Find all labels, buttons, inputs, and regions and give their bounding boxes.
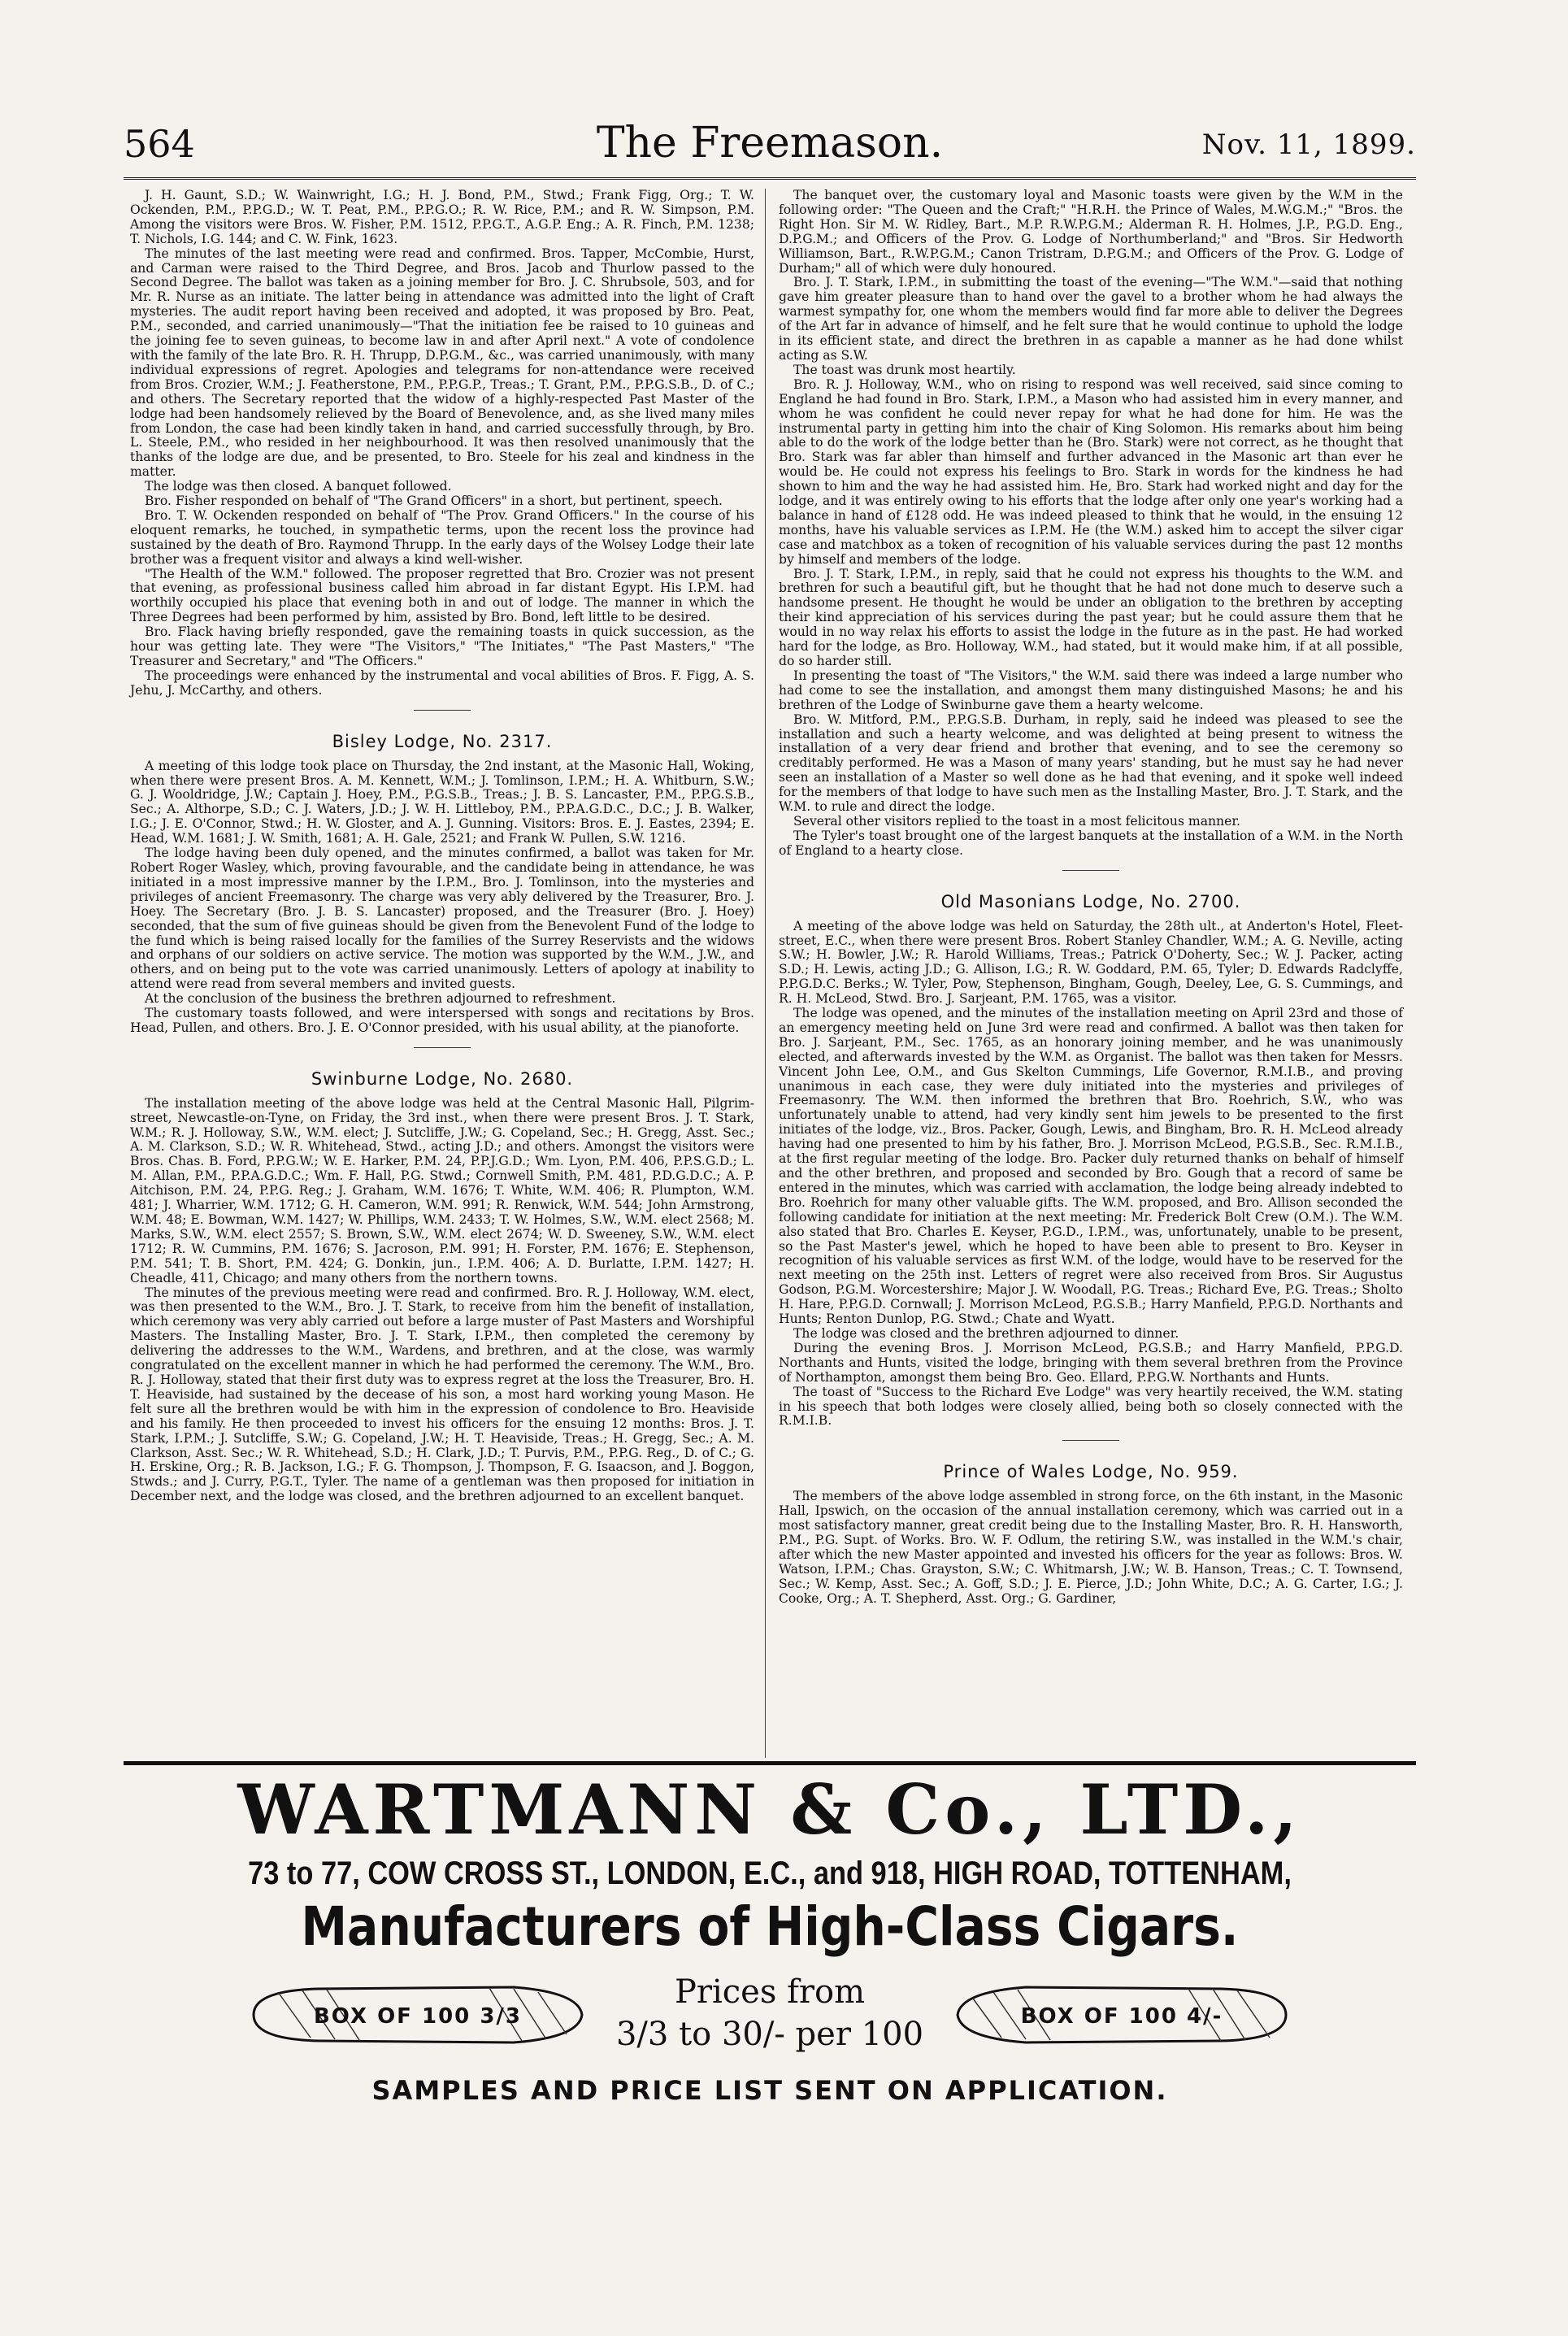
column-divider	[765, 189, 766, 1758]
advert-rule	[124, 1761, 1416, 1765]
paragraph: A meeting of the above lodge was held on Saturday, the 28th ult., at Anderton's Hotel, Fleet-street, E.C., when there were present Bros. Robert Stanley Chandler, W.M.; A. G. Neville, acting S.W.; H. Bowler, J.W.; R. Harold Williams, Treas.; Patrick O'Doherty, Sec.; W. J. Packer, acting S.D.; H. Lewis, acting J.D.; G. Allison, I.G.; R. W. Goddard, P.M. 65, Tyler; D. Edwards Radclyffe, P.P.G.D.C. Berks.; W. Tyler, Pow, Stephenson, Bingham, Gough, Deeley, Lee, G. S. Cummings, and R. H. McLeod, Stwd. Bro. J. Sarjeant, P.M. 1765, was a visitor.	[779, 918, 1403, 1007]
article-heading-bisley: Bisley Lodge, No. 2317.	[332, 731, 553, 751]
page-header	[124, 119, 1416, 179]
paragraph: The lodge was opened, and the minutes of the installation meeting on April 23rd and those of an emergency meeting held on June 3rd were read and confirmed. A ballot was then taken for Bro. J. Sarjeant, P.M., Sec. 1765, as an honorary joining member, and he was unanimously elected, and afterwards invested by the W.M. as Organist. The ballot was then taken for Messrs. Vincent John Lee, O.M., and Gus Skelton Cummings, Life Governor, R.M.I.B., and proving unanimous in each case, they were duly initiated into the mysteries and privileges of Freemasonry. The W.M. then informed the brethren that Bro. Roehrich, S.W., who was unfortunately unable to attend, had very kindly sent him jewels to be presented to the first initiates of the lodge, viz., Bros. Packer, Gough, Lewis, and Bingham, Bro. R. H. McLeod already having had one presented to him by his father, Bro. J. Morrison McLeod, P.G.S.B., Sec. R.M.I.B., at the first regular meeting of the lodge. Bro. Packer duly returned thanks on behalf of himself and the other brethren, and proposed and seconded by Bro. Gough that a record of same be entered in the minutes, which was carried with acclamation, the lodge being already indebted to Bro. Roehrich for many other valuable gifts. The W.M. proposed, and Bro. Allison seconded the following candidate for initiation at the next meeting: Mr. Frederick Bolt Crew (O.M.). The W.M. also stated that Bro. Charles E. Keyser, P.G.D., I.P.M., was, unfortunately, unable to be present, so the Past Master's jewel, which he hoped to have been able to present to Bro. Keyser in recognition of his valuable services as first W.M. of the lodge, would have to be reserved for the next meeting on the 25th inst. Letters of regret were also received from Bros. Sir Augustus Godson, P.G.M. Worcestershire; Major J. W. Woodall, P.G. Treas.; Richard Eve, P.G. Treas.; Sholto H. Hare, P.P.G.D. Cornwall; J. Morrison McLeod, P.G.S.B.; Harry Manfield, P.P.G.D. Northants and Hunts; Renton Dunlop, P.G. Stwd.; Chate and Wyatt.	[779, 1006, 1403, 1327]
paragraph: The lodge having been duly opened, and the minutes confirmed, a ballot was taken for Mr. Robert Roger Wasley, which, proving favourable, and the candidate being in attendance, he was initiated in a most impressive manner by the I.P.M., Bro. J. Tomlinson, into the mysteries and privileges of ancient Freemasonry. The charge was very ably delivered by the Treasurer, Bro. J. Hoey. The Secretary (Bro. J. B. S. Lancaster) proposed, and the Treasurer (Bro. J. Hoey) seconded, that the sum of five guineas should be given from the Benevolent Fund of the lodge to the fund which is being raised locally for the families of the Surrey Reservists and the widows and orphans of our soldiers on active service. The motion was supported by the W.M., J.W., and others, and on being put to the vote was carried unanimously. Letters of apology at inability to attend were read from several members and invited guests.	[130, 846, 754, 992]
section-rule	[414, 1047, 471, 1048]
old-masonians-article	[779, 920, 1403, 1429]
section-rule	[1062, 870, 1119, 871]
header-rule	[124, 177, 1416, 180]
masthead-title: The Freemason.	[596, 119, 944, 167]
issue-date: Nov. 11, 1899.	[1201, 128, 1416, 161]
advert-company-name: WARTMANN & Co., LTD.,	[237, 1769, 1302, 1850]
paragraph: The minutes of the last meeting were read and confirmed. Bros. Tapper, McCombie, Hurst, and Carman were raised to the Third Degree, and Bros. Jacob and Thurlow passed to the Second Degree. The ballot was taken as a joining member for Bro. J. C. Shrubsole, 503, and for Mr. R. Nurse as an initiate. The latter being in attendance was admitted into the light of Craft mysteries. The audit report having been received and adopted, it was proposed by Bro. Peat, P.M., seconded, and carried unanimously—"That the initiation fee be raised to 10 guineas and the joining fee to seven guineas, to become law in and after April next." A vote of condolence with the family of the late Bro. R. H. Thrupp, D.P.G.M., &c., was carried unanimously, with many individual expressions of regret. Apologies and telegrams for non-attendance were received from Bros. Crozier, W.M.; J. Featherstone, P.M., P.P.G.P., Treas.; T. Grant, P.M., P.P.G.S.B., D. of C.; and others. The Secretary reported that the widow of a highly-respected Past Master of the lodge had been handsomely relieved by the Board of Benevolence, and, as she lived many miles from London, the case had been kindly taken in hand, and carried successfully through, by Bro. L. Steele, P.M., who resided in her neighbourhood. It was then resolved unanimously that the thanks of the lodge are due, and be presented, to Bro. Steele for his zeal and kindness in the matter.	[130, 246, 754, 480]
paragraph: The toast of "Success to the Richard Eve Lodge" was very heartily received, the W.M. stating in his speech that both lodges were closely allied, being both so closely connected with the R.M.I.B.	[779, 1384, 1403, 1429]
prices-range: 3/3 to 30/- per 100	[615, 2016, 924, 2053]
advert-samples-note: SAMPLES AND PRICE LIST SENT ON APPLICATION.	[371, 2075, 1168, 2106]
paragraph: Bro. J. T. Stark, I.P.M., in reply, said that he could not express his thoughts to the W.M. and brethren for such a beautiful gift, but he thought that he had not done much to deserve such a handsome present. He thought he would be under an obligation to the brethren by accepting their kind appreciation of his services during the past year; but he could assure them that he would in no way relax his efforts to assist the lodge in the future as in the past. He had worked hard for the lodge, as Bro. Holloway, W.M., had stated, but it would make him, if at all possible, do so harder still.	[779, 566, 1403, 668]
paragraph: The proceedings were enhanced by the instrumental and vocal abilities of Bros. F. Figg, A. S. Jehu, J. McCarthy, and others.	[130, 668, 754, 698]
paragraph: The members of the above lodge assembled in strong force, on the 6th instant, in the Masonic Hall, Ipswich, on the occasion of the annual installation ceremony, which was carried out in a most satisfactory manner, great credit being due to the Installing Master, Bro. R. H. Hansworth, P.M., P.G. Supt. of Works. Bro. W. F. Odlum, the retiring S.W., was installed in the W.M.'s chair, after which the new Master appointed and invested his officers for the year as follows: Bros. W. Watson, I.P.M.; Chas. Grayston, S.W.; C. Whitmarsh, J.W.; W. B. Hanson, Treas.; C. T. Townsend, Sec.; W. Kemp, Asst. Sec.; A. Goff, S.D.; J. E. Pierce, J.D.; John White, D.C.; A. G. Carter, I.G.; J. Cooke, Org.; A. T. Shepherd, Asst. Org.; G. Gardiner,	[779, 1489, 1403, 1606]
page-number: 564	[124, 122, 195, 166]
paragraph: The installation meeting of the above lodge was held at the Central Masonic Hall, Pilgrim-street, Newcastle-on-Tyne, on Friday, the 3rd inst., when there were present Bros. J. T. Stark, W.M.; R. J. Holloway, S.W., W.M. elect; J. Sutcliffe, J.W.; G. Copeland, Sec.; H. Gregg, Asst. Sec.; A. M. Clarkson, S.D.; W. R. Whitehead, Stwd., acting J.D.; and others. Amongst the visitors were Bros. Chas. B. Ford, P.P.G.W.; W. E. Harker, P.M. 24, P.P.J.G.D.; Wm. Lyon, P.M. 406, P.P.S.G.D.; L. M. Allan, P.M., P.P.A.G.D.C.; Wm. F. Hall, P.G. Stwd.; Cornwell Smith, P.M. 481, P.D.G.D.C.; A. P. Aitchison, P.M. 24, P.P.G. Reg.; J. Graham, W.M. 1676; T. White, W.M. 406; R. Plumpton, W.M. 481; J. Wharrier, W.M. 1712; G. H. Cameron, W.M. 991; R. Renwick, W.M. 544; John Armstrong, W.M. 48; E. Bowman, W.M. 1427; W. Phillips, W.M. 2433; T. W. Holmes, S.W., W.M. elect 2568; M. Marks, S.W., W.M. elect 2557; S. Brown, S.W., W.M. elect 2674; W. D. Sweeney, S.W., W.M. elect 1712; R. W. Cummins, P.M. 1676; S. Jacroson, P.M. 991; H. Forster, P.M. 1676; E. Stephenson, P.M. 541; T. B. Short, P.M. 424; G. Donkin, jun., I.P.M. 406; A. D. Burlatte, I.P.M. 1427; H. Cheadle, 411, Chicago; and many others from the northern towns.	[130, 1095, 754, 1285]
left-intro-article	[130, 189, 754, 698]
paragraph: At the conclusion of the business the brethren adjourned to refreshment.	[145, 991, 616, 1007]
paragraph: Bro. Flack having briefly responded, gave the remaining toasts in quick succession, as the hour was getting late. They were "The Visitors," "The Initiates," "The Past Masters," "The Treasurer and Secretary," and "The Officers."	[130, 624, 754, 668]
paragraph: The lodge was closed and the brethren adjourned to dinner.	[793, 1325, 1179, 1341]
paragraph: The banquet over, the customary loyal and Masonic toasts were given by the W.M in the following order: "The Queen and the Craft;" "H.R.H. the Prince of Wales, M.W.G.M.;" "Bros. the Right Hon. Sir M. W. Ridley, Bart., M.P. R.W.P.G.M.; Alderman R. H. Holmes, J.P., P.G.D. Eng., D.P.G.M.; and Officers of the Prov. G. Lodge of Northumberland;" and "Bros. Sir Hedworth Williamson, Bart., R.W.P.G.M.; Canon Tristram, D.P.G.M.; and Officers of the Prov. G. Lodge of Durham;" all of which were duly honoured.	[779, 188, 1403, 276]
section-rule	[1062, 1440, 1119, 1441]
advert-address: 73 to 77, COW CROSS ST., LONDON, E.C., and 918, HIGH ROAD, TOTTENHAM,	[248, 1855, 1292, 1891]
paragraph: Several other visitors replied to the toast in a most felicitous manner.	[793, 813, 1241, 829]
right-intro-article	[779, 189, 1403, 859]
cigar-left-band: BOX OF 100 3/3	[313, 2004, 523, 2029]
section-rule	[414, 710, 471, 711]
paragraph: The toast was drunk most heartily.	[793, 362, 1016, 377]
advert-price-row	[124, 1964, 1416, 2072]
paragraph: J. H. Gaunt, S.D.; W. Wainwright, I.G.; H. J. Bond, P.M., Stwd.; Frank Figg, Org.; T. W. Ockenden, P.M., P.P.G.D.; W. T. Peat, P.M., P.P.G.O.; R. W. Rice, P.M.; and R. W. Simpson, P.M. Among the visitors were Bros. W. Fisher, P.M. 1512, P.P.G.T., A.G.P. Eng.; A. R. Finch, P.M. 1238; T. Nichols, I.G. 144; and C. W. Fink, 1623.	[130, 188, 754, 246]
paragraph: "The Health of the W.M." followed. The proposer regretted that Bro. Crozier was not present that evening, as professional business called him abroad in far distant Egypt. His I.P.M. had worthily occupied his place that evening both in and out of lodge. The manner in which the Three Degrees had been performed by him, assisted by Bro. Bond, left little to be desired.	[130, 566, 754, 625]
article-heading-swinburne: Swinburne Lodge, No. 2680.	[311, 1068, 574, 1089]
paragraph: Bro. Fisher responded on behalf of "The Grand Officers" in a short, but pertinent, speech.	[145, 494, 723, 509]
advert-tagline: Manufacturers of High-Class Cigars.	[301, 1895, 1239, 1958]
article-heading-prince-of-wales: Prince of Wales Lodge, No. 959.	[943, 1462, 1239, 1482]
bisley-article	[130, 759, 754, 1036]
article-heading-old-masonians: Old Masonians Lodge, No. 2700.	[940, 891, 1241, 911]
swinburne-article	[130, 1097, 754, 1504]
paragraph: The customary toasts followed, and were interspersed with songs and recitations by Bros. Head, Pullen, and others. Bro. J. E. O'Connor presided, with his usual ability, at the pianoforte.	[130, 1006, 754, 1035]
paragraph: The lodge was then closed. A banquet followed.	[145, 479, 452, 494]
paragraph: A meeting of this lodge took place on Thursday, the 2nd instant, at the Masonic Hall, Woking, when there were present Bros. A. M. Kennett, W.M.; J. Tomlinson, I.P.M.; H. A. Whitburn, S.W.; G. J. Wooldridge, J.W.; Captain J. Hoey, P.M., P.G.S.B., Treas.; J. B. S. Lancaster, P.M., P.P.G.S.B., Sec.; A. Althorpe, S.D.; C. J. Waters, J.D.; J. W. H. Littleboy, P.M., P.P.A.G.D.C., D.C.; J. B. Walker, I.G.; J. E. O'Connor, Stwd.; H. W. Gloster, and A. J. Gunning. Visitors: Bros. E. J. Eastes, 2394; E. Head, W.M. 1681; J. W. Smith, 1681; A. H. Gale, 2521; and Frank W. Pullen, S.W. 1216.	[130, 758, 754, 846]
paragraph: Bro. J. T. Stark, I.P.M., in submitting the toast of the evening—"The W.M."—said that nothing gave him greater pleasure than to hand over the gavel to a brother whom he had always the warmest sympathy for, one whom the members would find far more able to deliver the Degrees of the Art far in advance of himself, and he felt sure that he would continue to uphold the lodge in its efficient state, and direct the brethren in as capable a manner as he had done whilst acting as S.W.	[779, 275, 1403, 363]
paragraph: Bro. T. W. Ockenden responded on behalf of "The Prov. Grand Officers." In the course of his eloquent remarks, he touched, in sympathetic terms, upon the recent loss the province had sustained by the death of Bro. Raymond Thrupp. In the early days of the Wolsey Lodge their late brother was a frequent visitor and always a kind well-wisher.	[130, 507, 754, 567]
cigar-right-icon	[953, 1976, 1294, 2054]
paragraph: The Tyler's toast brought one of the largest banquets at the installation of a W.M. in the North of England to a hearty close.	[779, 828, 1403, 858]
paragraph: Bro. W. Mitford, P.M., P.P.G.S.B. Durham, in reply, said he indeed was pleased to see the installation and such a hearty welcome, and was delighted at being present to witness the installation of a very dear friend and brother that evening, and to see the ceremony so creditably performed. He was a Mason of many years' standing, but he must say he had never seen an installation of a Master so well done as he had that evening, and it spoke well indeed for the members of that lodge to have such men as the Installing Master, Bro. J. T. Stark, and the W.M. to rule and direct the lodge.	[779, 711, 1403, 815]
right-column	[779, 189, 1403, 1606]
left-column	[130, 189, 754, 1504]
prices-from: Prices from	[674, 1973, 866, 2011]
paragraph: In presenting the toast of "The Visitors," the W.M. said there was indeed a large number who had come to see the installation, and amongst them many distinguished Masons; he and his brethren of the Lodge of Swinburne gave them a hearty welcome.	[779, 668, 1403, 712]
paragraph: During the evening Bros. J. Morrison McLeod, P.G.S.B.; and Harry Manfield, P.P.G.D. Northants and Hunts, visited the lodge, bringing with them several brethren from the Province of Northampton, amongst them being Bro. Geo. Ellard, P.P.G.W. Northants and Hunts.	[779, 1340, 1403, 1385]
prince-of-wales-article	[779, 1490, 1403, 1606]
paragraph: Bro. R. J. Holloway, W.M., who on rising to respond was well received, said since coming to England he had found in Bro. Stark, I.P.M., a Mason who had assisted him in every manner, and whom he was confident he could never repay for what he had done for him. He was the instrumental party in getting him into the chair of King Solomon. His remarks about him being able to do the work of the lodge better than he (Bro. Stark) were not correct, as he thought that Bro. Stark was far abler than himself and further advanced in the Masonic art than ever he would be. He could not express his feelings to Bro. Stark in words for the kindness he had shown to him and the way he had assisted him. He, Bro. Stark had worked night and day for the lodge, and it was entirely owing to his efforts that the lodge after only one year's working had a balance in hand of £128 odd. He was indeed pleased to think that he would, in the ensuing 12 months, have his valuable services as I.P.M. He (the W.M.) asked him to accept the silver cigar case and matchbox as a token of recognition of his valuable services during the past 12 months by himself and members of the lodge.	[779, 376, 1403, 567]
cigar-advertisement	[124, 1771, 1416, 2106]
paragraph: The minutes of the previous meeting were read and confirmed. Bro. R. J. Holloway, W.M. elect, was then presented to the W.M., Bro. J. T. Stark, to receive from him the benefit of installation, which ceremony was very ably carried out before a large muster of Past Masters and Worshipful Masters. The Installing Master, Bro. J. T. Stark, I.P.M., then completed the ceremony by delivering the addresses to the W.M., Wardens, and brethren, and at the close, was warmly congratulated on the excellent manner in which he had performed the ceremony. The W.M., Bro. R. J. Holloway, stated that their first duty was to express regret at the loss the Treasurer, Bro. H. T. Heaviside, had sustained by the decease of his son, a most hard working young Mason. He felt sure all the brethren would be with him in the expression of condolence to Bro. Heaviside and his family. He then proceeded to invest his officers for the ensuing 12 months: Bros. J. T. Stark, I.P.M.; J. Sutcliffe, S.W.; G. Copeland, J.W.; H. T. Heaviside, Treas.; H. Gregg, Sec.; A. M. Clarkson, Asst. Sec.; W. R. Whitehead, S.D.; H. Clark, J.D.; T. Purvis, P.M., P.P.G. Reg., D. of C.; G. H. Erskine, Org.; R. B. Jackson, I.G.; F. G. Thompson, J. Thompson, F. G. Isaacson, and J. Boggon, Stwds.; and J. Curry, P.G.T., Tyler. The name of a gentleman was then proposed for initiation in December next, and the lodge was closed, and the brethren adjourned to an excellent banquet.	[130, 1285, 754, 1504]
cigar-right-band: BOX OF 100 4/-	[1020, 2004, 1223, 2029]
